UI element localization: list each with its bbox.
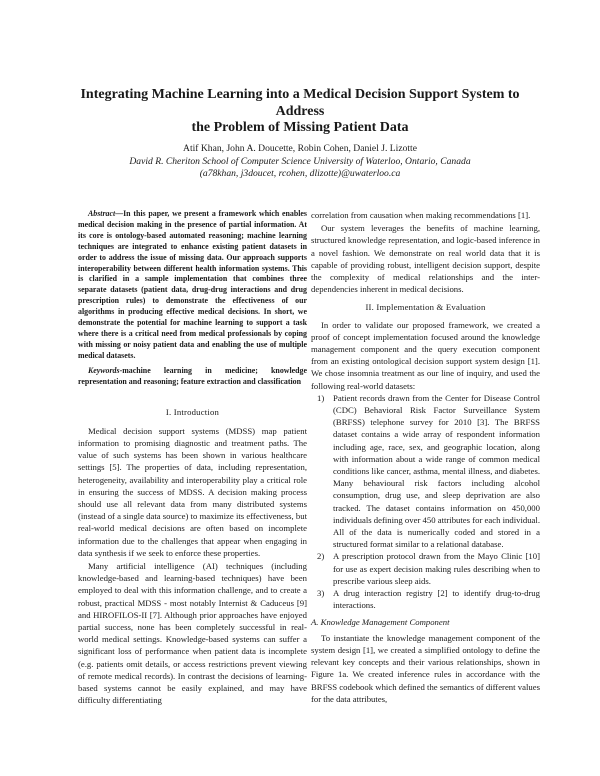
- keywords-text: -machine learning in medicine; knowledge representation and reasoning; feature extraction and classification: [78, 365, 307, 386]
- list-item-number: 3): [317, 588, 325, 599]
- paper-title: [60, 87, 540, 137]
- list-item: [311, 550, 540, 587]
- author-emails: (a78khan, j3doucet, rcohen, dlizotte)@uwaterloo.ca: [199, 168, 401, 179]
- keywords-label: Keywords: [88, 365, 120, 375]
- affiliation: David R. Cheriton School of Computer Science University of Waterloo, Ontario, Canada: [129, 155, 471, 167]
- author-names: Atif Khan, John A. Doucette, Robin Cohen, Daniel J. Lizotte: [183, 143, 417, 154]
- list-item: [311, 392, 540, 551]
- dataset-list: [311, 392, 540, 612]
- abstract-label: Abstract: [88, 209, 116, 218]
- system-paragraph: Our system leverages the benefits of machine learning, structured knowledge representation, and logic-based inference in a novel fashion. We demonstrate on real world data that it is capable of providing robust, intelligent decision support, despite the complexity of medical relationships and the inter-dependencies inherent in medical decisions.: [311, 223, 540, 295]
- intro-paragraph-2: Many artificial intelligence (AI) techniques (including knowledge-based and learning-based techniques) have been employed to deal with this information challenge, and to create a robust, practical MDSS - most notably Internist & Caduceus [9] and HIROFILOS-II [7]. Although prior approaches have enjoyed partial success, none has been completely successful in real-world medical settings. Knowledge-based systems can suffer a significant loss of performance when patient data is incomplete (e.g. patients omit details, or access restrictions prevent viewing of remote medical records). In contrast the decisions of learning-based systems cannot be easily explained, and may have difficulty differentiating: [78, 560, 307, 706]
- list-item-text: A prescription protocol drawn from the Mayo Clinic [10] for use as expert decision making rules describing when to prescribe various sleep aids.: [333, 551, 540, 586]
- section-heading-implementation: II. Implementation & Evaluation: [365, 302, 486, 313]
- implementation-intro: In order to validate our proposed framework, we created a proof of concept implementation focused around the knowledge management component and the query execution component from an existing ontological decision support system design [1]. We chose insomnia treatment as our line of inquiry, and used the following real-world datasets:: [311, 319, 540, 391]
- list-item: [311, 587, 540, 611]
- title-line-2: the Problem of Missing Patient Data: [191, 120, 409, 135]
- knowledge-management-paragraph: To instantiate the knowledge management component of the system design [1], we created a simplified ontology to define the relevant key concepts and their various relationships, shown in Figure 1a. We created inference rules in accordance with the BRFSS codebook which defined the semantics of different values for the data attributes,: [311, 632, 540, 704]
- list-item-number: 1): [317, 392, 325, 403]
- author-block: [40, 143, 560, 181]
- abstract-text: —In this paper, we present a framework which enables medical decision making in the presence of partial information. At its core is ontology-based automated reasoning; machine learning techniques are integrated to enhance existing patient datasets in order to address the issue of missing data. Our approach supports interoperability between different health information systems. This is clarified in a sample implementation that combines three separate datasets (patient data, drug-drug interactions and drug prescription rules) to demonstrate the effectiveness of our algorithms in producing effective medical decisions. In short, we demonstrate the potential for machine learning to support a task where there is a critical need from medical professionals by coping with missing or noisy patient data and enabling the use of multiple medical datasets.: [78, 209, 307, 360]
- intro-paragraph-1: Medical decision support systems (MDSS) map patient information to promising diagnostic and treatment paths. The value of such systems has been shown in various healthcare settings [5]. The properties of data, including representation, heterogeneity, availability and interoperability play a critical role in ensuring the success of MDSS. A decision making process should use all relevant data from many distributed systems (instead of a single data source) to maximize its effectiveness, but real-world medical decisions are often based on incomplete information due to the challenges that appear when engaging in data synthesis if we seek to enforce these properties.: [78, 425, 307, 558]
- section-heading-introduction: I. Introduction: [165, 406, 220, 417]
- left-column: [78, 209, 307, 706]
- abstract: [78, 209, 307, 362]
- list-item-text: A drug interaction registry [2] to identify drug-to-drug interactions.: [333, 588, 540, 611]
- continued-paragraph: correlation from causation when making recommendations [1].: [311, 210, 531, 220]
- list-item-text: Patient records drawn from the Center for Disease Control (CDC) Behavioral Risk Factor Surveillance System (BRFSS) telephone survey for 2010 [3]. The BRFSS dataset contains a wide array of respondent information including age, race, sex, and geographic location, along with information about a wide range of common medical conditions like cancer, asthma, mental illness, and diabetes. Many behavioural risk factors including alcohol consumption, drug use, and sleep deprivation are also tracked. The dataset contains information on 450,000 individuals defining over 450 attributes for each individual. All of the data is numerically coded and stored in a structured format similar to a relational database.: [333, 392, 541, 550]
- subsection-heading-knowledge-management: A. Knowledge Management Component: [311, 616, 450, 627]
- keywords: [78, 366, 307, 388]
- right-column: [311, 209, 540, 705]
- list-item-number: 2): [317, 551, 325, 562]
- title-line-1: Integrating Machine Learning into a Medical Decision Support System to Address: [80, 87, 520, 119]
